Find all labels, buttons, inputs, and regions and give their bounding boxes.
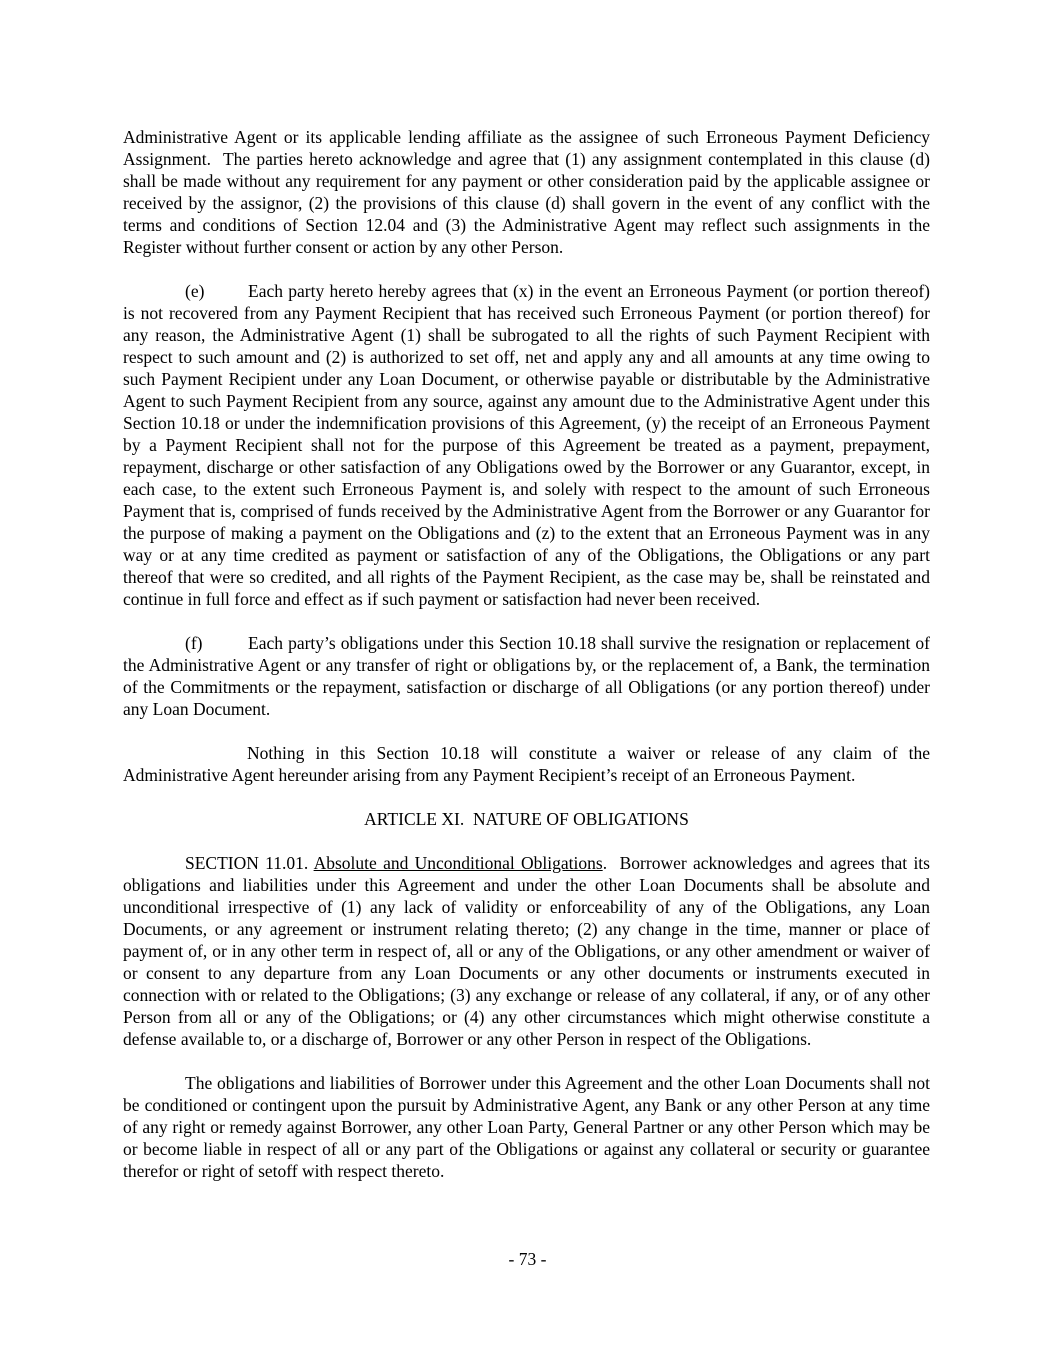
paragraph-final: The obligations and liabilities of Borrower under this Agreement and the other Loan Documents shall not be conditioned or contingent upon the pursuit by Administrative Agent, any Bank or any other Person at any time of any right or remedy against Borrower, any other Loan Party, General Partner or any other Person which may be or become liable in respect of all or any part of the Obligations or against any collateral or security or guarantee therefor or right of setoff with respect thereto. — [123, 1073, 930, 1181]
document-body — [123, 126, 930, 1204]
paragraph-e — [123, 280, 930, 610]
section-11-01-prefix: SECTION 11.01. — [185, 853, 314, 873]
article-heading: ARTICLE XI. NATURE OF OBLIGATIONS — [364, 809, 689, 829]
paragraph-f — [123, 632, 930, 720]
section-11-01-text: . Borrower acknowledges and agrees that its obligations and liabilities under this Agreement and under the other Loan Documents shall be absolute and unconditional irrespective of (1) any lack of validity or enforceability of any of the Obligations, any Loan Documents, or any agreement or instrument relating thereto; (2) any change in the time, manner or place of payment of, or in any other term in respect of, all or any of the Obligations, or any other amendment or waiver of or consent to any departure from any Loan Documents or any other documents or instruments executed in connection with or related to the Obligations; (3) any exchange or release of any collateral, if any, or of any other Person from all or any of the Obligations; or (4) any other circumstances which might otherwise constitute a defense available to, or a discharge of, Borrower or any other Person in respect of the Obligations. — [123, 853, 930, 1049]
paragraph-e-label: (e) — [185, 281, 205, 301]
section-11-01-title: Absolute and Unconditional Obligations — [313, 853, 603, 873]
paragraph-f-text: Each party’s obligations under this Section 10.18 shall survive the resignation or replacement of the Administrative Agent or any transfer of right or obligations by, or the replacement of, a Bank, the termination of the Commitments or the repayment, satisfaction or discharge of all Obligations (or any portion thereof) under any Loan Document. — [123, 633, 930, 719]
paragraph-nothing: Nothing in this Section 10.18 will constitute a waiver or release of any claim of the Administrative Agent hereunder arising from any Payment Recipient’s receipt of an Erroneous Payment. — [123, 743, 930, 785]
paragraph-continuation: Administrative Agent or its applicable lending affiliate as the assignee of such Erroneous Payment Deficiency Assignment. The parties hereto acknowledge and agree that (1) any assignment contemplated in this clause (d) shall be made without any requirement for any payment or other consideration paid by the applicable assignee or received by the assignor, (2) the provisions of this clause (d) shall govern in the event of any conflict with the terms and conditions of Section 12.04 and (3) the Administrative Agent may reflect such assignments in the Register without further consent or action by any other Person. — [123, 127, 930, 257]
paragraph-e-text: Each party hereto hereby agrees that (x) in the event an Erroneous Payment (or portion thereof) is not recovered from any Payment Recipient that has received such Erroneous Payment (or portion thereof) for any reason, the Administrative Agent (1) shall be subrogated to all the rights of such Payment Recipient with respect to such amount and (2) is authorized to set off, net and apply any and all amounts at any time owing to such Payment Recipient under any Loan Document, or otherwise payable or distributable by the Administrative Agent to such Payment Recipient from any source, against any amount due to the Administrative Agent under this Section 10.18 or under the indemnification provisions of this Agreement, (y) the receipt of an Erroneous Payment by a Payment Recipient shall not for the purpose of this Agreement be treated as a payment, prepayment, repayment, discharge or other satisfaction of any Obligations owed by the Borrower or any Guarantor, except, in each case, to the extent such Erroneous Payment is, and solely with respect to the amount of such Erroneous Payment that is, comprised of funds received by the Administrative Agent from the Borrower or any Guarantor for the purpose of making a payment on the Obligations and (z) to the extent that an Erroneous Payment was in any way or at any time credited as payment or satisfaction of any of the Obligations, the Obligations or any part thereof that were so credited, and all rights of the Payment Recipient, as the case may be, shall be reinstated and continue in full force and effect as if such payment or satisfaction had never been received. — [123, 281, 930, 609]
paragraph-section-11-01 — [123, 852, 930, 1050]
paragraph-f-label: (f) — [185, 633, 203, 653]
page-number: - 73 - — [508, 1249, 547, 1269]
